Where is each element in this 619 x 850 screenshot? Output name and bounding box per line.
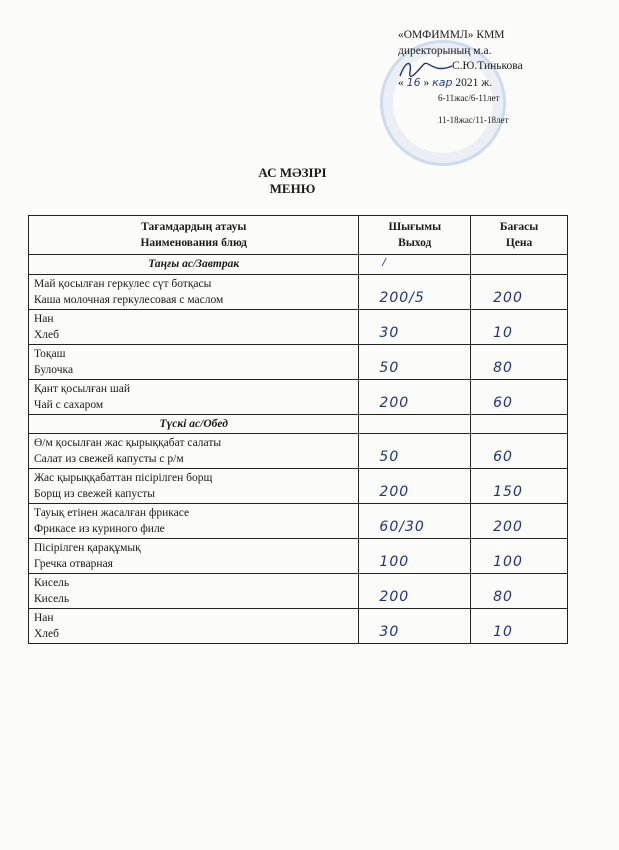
lunch-items (29, 434, 568, 644)
output-value: 200/5 (379, 290, 425, 306)
dish-output (359, 609, 471, 644)
approval-role: директорының м.а. (398, 44, 492, 57)
title-kk: АС МӘЗІРІ (258, 165, 327, 180)
dish-price (471, 539, 568, 574)
section-mark-cell (359, 255, 471, 275)
section-lunch (29, 415, 568, 434)
dish-output (359, 539, 471, 574)
dish-output (359, 469, 471, 504)
dish-price (471, 504, 568, 539)
dish-output (359, 380, 471, 415)
header-price-kk: Бағасы (499, 221, 539, 233)
price-value: 60 (493, 395, 513, 411)
dish-name-ru: Каша молочная геркулесовая с маслом (34, 294, 224, 306)
dish-name-kk: Тауық етінен жасалған фрикасе (34, 507, 190, 519)
dish-price (471, 574, 568, 609)
dish-name (29, 380, 359, 415)
section-title: Түскі ас/Обед (29, 415, 359, 434)
dish-price (471, 310, 568, 345)
dish-name-ru: Салат из свежей капусты с р/м (34, 453, 184, 465)
dish-output (359, 345, 471, 380)
table-row (29, 539, 568, 574)
dish-name (29, 609, 359, 644)
dish-name-kk: Кисель (34, 577, 70, 589)
dish-price (471, 469, 568, 504)
table-row (29, 275, 568, 310)
output-value: 200 (379, 484, 410, 500)
output-value: 100 (379, 554, 410, 570)
date-day: 16 (406, 75, 421, 89)
approval-block (398, 28, 523, 129)
date-year: 2021 ж. (455, 76, 493, 89)
section-empty-cell (471, 255, 568, 275)
section-title: Таңғы ас/Завтрак (29, 255, 359, 275)
age-group-2: 11-18жас/11-18лет (438, 115, 509, 125)
header-name-kk: Тағамдардың атауы (141, 221, 247, 233)
table-row (29, 345, 568, 380)
section-empty-cell (471, 415, 568, 434)
table-row (29, 380, 568, 415)
dish-name-ru: Чай с сахаром (34, 399, 104, 411)
dish-price (471, 609, 568, 644)
dish-name-kk: Қант қосылған шай (34, 383, 130, 395)
dish-name-ru: Фрикасе из куриного филе (34, 523, 165, 535)
dish-output (359, 504, 471, 539)
dish-name-ru: Хлеб (34, 329, 59, 341)
price-value: 10 (493, 325, 513, 341)
dish-price (471, 275, 568, 310)
date-mid: » (423, 76, 430, 89)
dish-price (471, 380, 568, 415)
price-value: 80 (493, 360, 513, 376)
page-title (0, 165, 585, 197)
output-value: 30 (379, 325, 400, 341)
dish-output (359, 574, 471, 609)
section-mark: / (382, 257, 387, 268)
table-row (29, 609, 568, 644)
price-value: 200 (493, 519, 523, 535)
dish-name-kk: Нан (34, 612, 54, 624)
header-price-ru: Цена (505, 237, 533, 249)
table-row (29, 504, 568, 539)
dish-name-ru: Булочка (34, 364, 74, 376)
price-value: 60 (493, 449, 513, 465)
header-out-kk: Шығымы (388, 221, 442, 233)
dish-name-kk: Нан (34, 313, 54, 325)
dish-name (29, 434, 359, 469)
table-row (29, 469, 568, 504)
output-value: 60/30 (379, 519, 425, 535)
dish-name-ru: Кисель (34, 593, 70, 605)
dish-name (29, 574, 359, 609)
dish-output (359, 275, 471, 310)
title-ru: МЕНЮ (269, 181, 316, 196)
output-value: 200 (379, 395, 410, 411)
header-price (471, 216, 568, 255)
price-value: 80 (493, 589, 513, 605)
approval-name: С.Ю.Тинькова (452, 60, 523, 72)
breakfast-items (29, 275, 568, 415)
age-group-1: 6-11жас/6-11лет (438, 93, 500, 103)
header-out-ru: Выход (398, 237, 432, 249)
section-breakfast (29, 255, 568, 275)
header-name-ru: Наименования блюд (140, 237, 247, 249)
dish-name-ru: Хлеб (34, 628, 59, 640)
dish-name (29, 539, 359, 574)
date-month: кар (432, 75, 453, 89)
menu-table (28, 215, 568, 644)
output-value: 200 (379, 589, 410, 605)
section-empty-cell (359, 415, 471, 434)
table-row (29, 310, 568, 345)
price-value: 200 (493, 290, 523, 306)
dish-name-kk: Тоқаш (34, 348, 66, 360)
dish-name (29, 310, 359, 345)
table-header (29, 216, 568, 255)
dish-name-ru: Борщ из свежей капусты (34, 488, 156, 500)
dish-name-kk: Ө/м қосылған жас қырыққабат салаты (34, 437, 222, 449)
output-value: 50 (379, 360, 400, 376)
header-output (359, 216, 471, 255)
date-prefix: « (398, 76, 404, 89)
dish-name-kk: Май қосылған геркулес сүт ботқасы (34, 278, 212, 290)
dish-name-kk: Жас қырыққабаттан пісірілген борщ (34, 472, 213, 484)
dish-name-ru: Гречка отварная (34, 558, 113, 570)
table-row (29, 434, 568, 469)
dish-name (29, 504, 359, 539)
dish-name-kk: Пісірілген қарақұмық (34, 542, 141, 554)
dish-name (29, 345, 359, 380)
dish-output (359, 310, 471, 345)
dish-name (29, 275, 359, 310)
table-row (29, 574, 568, 609)
approval-org: «ОМФИММЛ» КММ (398, 29, 505, 41)
output-value: 50 (379, 449, 400, 465)
price-value: 150 (493, 484, 523, 500)
dish-price (471, 345, 568, 380)
dish-output (359, 434, 471, 469)
dish-name (29, 469, 359, 504)
price-value: 100 (493, 554, 523, 570)
price-value: 10 (493, 624, 513, 640)
approval-date (398, 75, 523, 92)
dish-price (471, 434, 568, 469)
output-value: 30 (379, 624, 400, 640)
header-name (29, 216, 359, 255)
